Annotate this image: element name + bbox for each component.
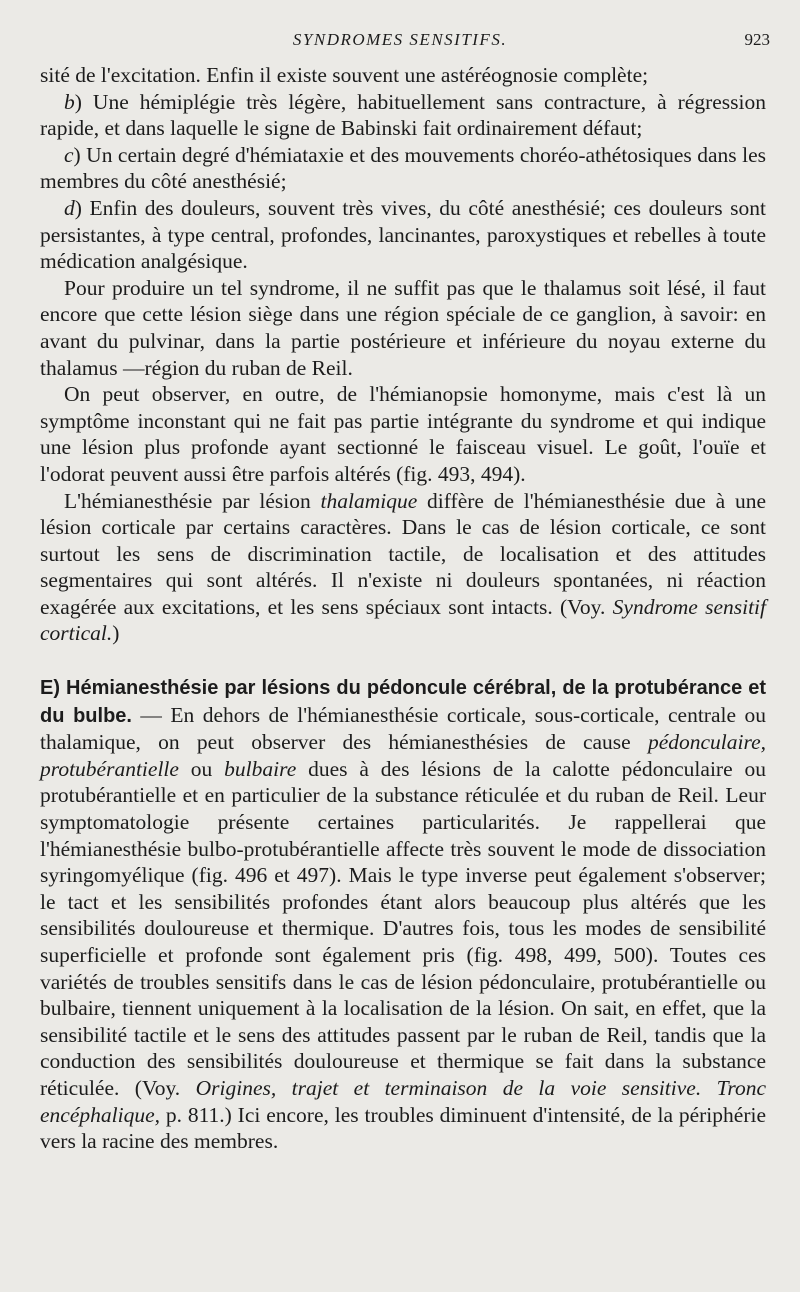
paragraph-text: On peut observer, en outre, de l'hémianopsie homonyme, mais c'est là un symptôme inconstant qui ne fait pas partie intégrante du syndrome et qui indique une lésion plus profonde ayant sectionné le faisceau visuel. Le goût, l'ouïe et l'odorat peuvent aussi être parfois altérés (fig. 493, 494). — [40, 382, 766, 486]
paragraph-item-d — [40, 195, 766, 275]
paragraph-text: Pour produire un tel syndrome, il ne suffit pas que le thalamus soit lésé, il faut encore que cette lésion siège dans une région spéciale de ce ganglion, à savoir: en avant du pulvinar, dans la partie postérieure et inférieure du noyau externe du thalamus —région du ruban de Reil. — [40, 275, 766, 380]
emphasis-text: pédonculaire, protubérantielle — [40, 730, 766, 781]
paragraph-text: dues à des lésions de la calotte pédonculaire ou protubérantielle et en particulier de la substance réticulée et du ruban de Reil. Leur symptomatologie présente certaines particularités. Je rappellerai que l'hémianesthésie bulbo-protubérantielle affecte très souvent le mode de dissociation syringomyélique (fig. 496 et 497). Mais le type inverse peut également s'observer; le tact et les sensibilités profondes étant alors beaucoup plus altérés que les sensibilités douloureuse et thermique. D'autres fois, tous les modes de sensibilité superficielle et profonde sont également pris (fig. 498, 499, 500). Toutes ces variétés de troubles sensitifs dans le cas de lésion pédonculaire, protubérantielle ou bulbaire, tiennent uniquement à la localisation de la lésion. On sait, en effet, que la sensibilité tactile et le sens des attitudes passent par le ruban de Reil, tandis que la conduction des sensibilités douloureuse et thermique se fait dans la substance réticulée. (Voy. — [40, 756, 766, 1100]
emphasis-text: thalamique — [320, 488, 418, 513]
section-e — [40, 674, 766, 1155]
paragraph-text: diffère de l'hémianesthésie due à une lésion corticale par certains caractères. Dans le cas de lésion corticale, ce sont surtout les sens de discrimination tactile, de localisation et des attitudes segmentaires qui sont altérés. Il n'existe ni douleurs spontanées, ni réaction exagérée aux excitations, et les sens spéciaux sont intacts. (Voy. — [40, 488, 766, 619]
running-head — [0, 30, 800, 54]
emphasis-text: bulbaire — [224, 756, 297, 781]
item-letter: d — [64, 195, 75, 220]
cross-reference: Origines, trajet et terminaison de la voie sensitive. Tronc encéphalique, — [40, 1075, 766, 1127]
paragraph-text: ) Enfin des douleurs, souvent très vives, du côté anesthésié; ces douleurs sont persistantes, à type central, profondes, lancinantes, paroxystiques et rebelles à toute médication analgésique. — [40, 195, 766, 274]
paragraph-item-b — [40, 89, 766, 142]
section-heading: E) Hémianesthésie par lésions du pédoncule cérébral, de la protubérance et du bulbe. — [40, 677, 766, 727]
paragraph-text: sité de l'excitation. Enfin il existe souvent une astéréognosie complète; — [40, 63, 649, 87]
page-body — [40, 62, 766, 1155]
paragraph-hemianopsia — [40, 381, 766, 487]
running-head-title: SYNDROMES SENSITIFS. — [292, 30, 508, 49]
cross-reference: Syndrome sensitif cortical. — [40, 594, 766, 646]
paragraph-text: ou — [178, 756, 225, 781]
paragraph-text: p. 811.) Ici encore, les troubles diminuent d'intensité, de la périphérie vers la racine des membres. — [40, 1102, 766, 1154]
paragraph-continuation — [40, 62, 766, 89]
paragraph-text: ) — [112, 621, 120, 646]
paragraph-item-c — [40, 142, 766, 195]
paragraph-text: ) Une hémiplégie très légère, habituellement sans contracture, à régression rapide, et dans laquelle le signe de Babinski fait ordinairement défaut; — [40, 89, 766, 141]
paragraph-text: — En dehors de l'hémianesthésie corticale, sous-corticale, centrale ou thalamique, on peut observer des hémianesthésies de cause — [40, 702, 766, 755]
page-number: 923 — [744, 30, 770, 49]
item-letter: c — [64, 142, 74, 167]
paragraph-text: ) Un certain degré d'hémiataxie et des mouvements choréo-athétosiques dans les membres du côté anesthésié; — [40, 142, 766, 194]
paragraph-text: L'hémianesthésie par lésion — [64, 488, 321, 513]
item-letter: b — [64, 89, 75, 114]
paragraph-thalamus-location — [40, 275, 766, 381]
paragraph-thalamic-vs-cortical — [40, 488, 766, 648]
